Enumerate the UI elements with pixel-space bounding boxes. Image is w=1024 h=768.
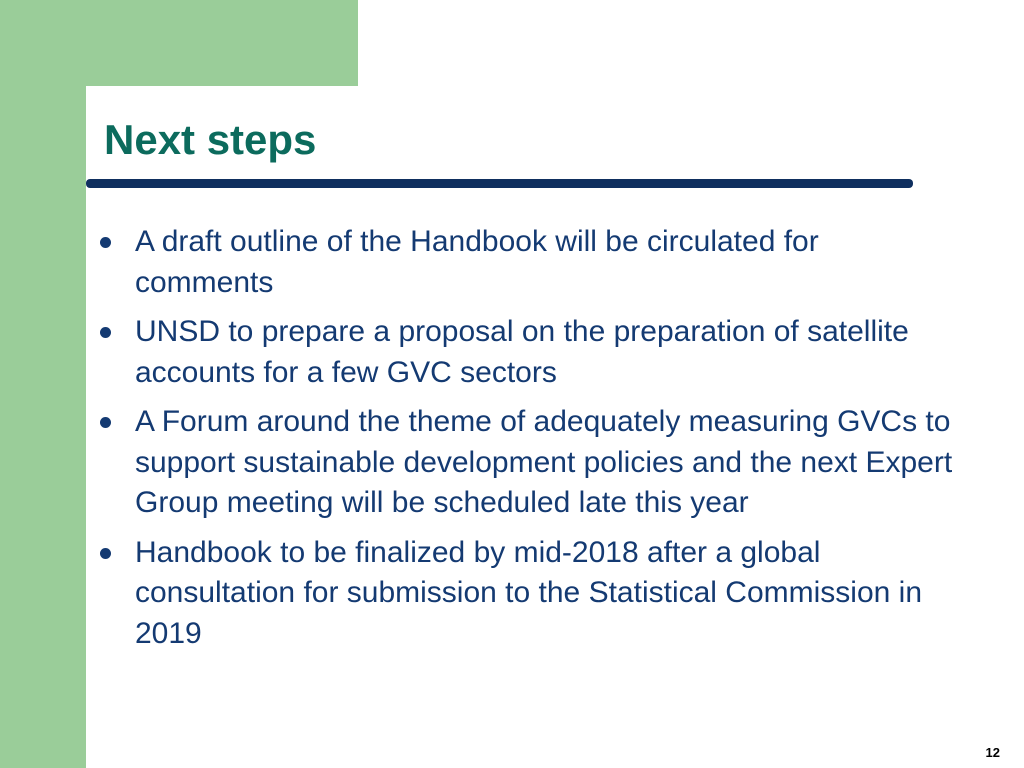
- title-underline: [86, 179, 913, 188]
- bullet-text: Handbook to be finalized by mid-2018 after a global consultation for submission to the Statistical Commission in 2019: [135, 535, 923, 650]
- bullet-icon: [100, 327, 111, 338]
- bullet-icon: [100, 237, 111, 248]
- bullet-list: [100, 222, 960, 663]
- bullet-text: UNSD to prepare a proposal on the preparation of satellite accounts for a few GVC sectors: [135, 315, 909, 389]
- green-left-band: [0, 0, 86, 768]
- bullet-item: [100, 533, 960, 655]
- slide-title: Next steps: [104, 116, 317, 163]
- bullet-item: [100, 402, 960, 524]
- bullet-icon: [100, 548, 111, 559]
- bullet-item: [100, 222, 960, 303]
- bullet-text: A draft outline of the Handbook will be circulated for comments: [135, 225, 819, 299]
- bullet-text: A Forum around the theme of adequately measuring GVCs to support sustainable development policies and the next Expert Group meeting will be scheduled late this year: [135, 405, 953, 519]
- bullet-icon: [100, 417, 111, 428]
- bullet-item: [100, 312, 960, 393]
- page-number: 12: [985, 745, 1000, 760]
